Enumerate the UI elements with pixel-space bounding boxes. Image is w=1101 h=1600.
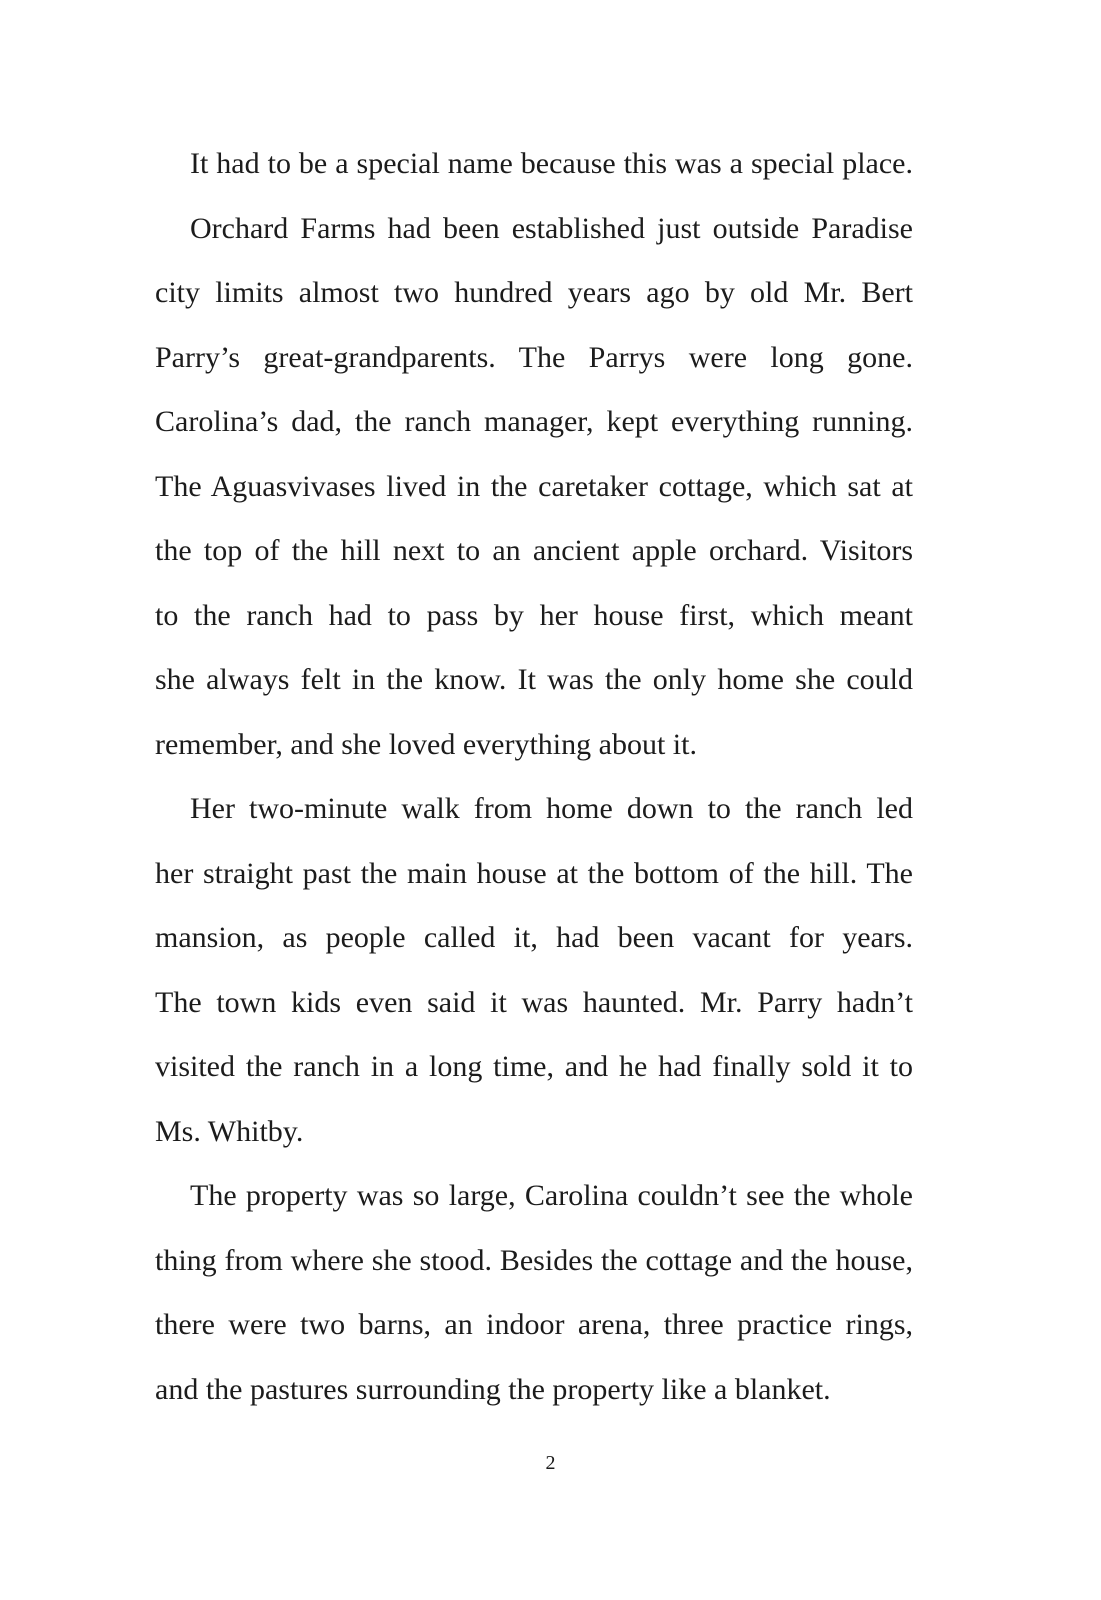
paragraph-line: Ms. Whitby.: [155, 1114, 304, 1148]
paragraph-line: there were two barns, an indoor arena, three practice rings,: [155, 1308, 913, 1341]
paragraph-line: and the pastures surrounding the property like a blanket.: [155, 1372, 831, 1406]
paragraph-line: Parry’s great-grandparents. The Parrys were long gone.: [155, 340, 913, 374]
paragraph-line: Carolina’s dad, the ranch manager, kept everything running.: [155, 405, 913, 438]
paragraph-line: the top of the hill next to an ancient apple orchard. Visitors: [155, 534, 913, 567]
paragraph-line: she always felt in the know. It was the only home she could: [155, 663, 913, 696]
paragraph-line: to the ranch had to pass by her house first, which meant: [155, 598, 913, 632]
paragraph-line: visited the ranch in a long time, and he had finally sold it to: [155, 1050, 913, 1083]
paragraph-line: mansion, as people called it, had been vacant for years.: [155, 921, 913, 954]
paragraph-line: The property was so large, Carolina couldn’t see the whole: [190, 1179, 913, 1212]
paragraph-line: The town kids even said it was haunted. Mr. Parry hadn’t: [155, 985, 913, 1019]
page-number: 2: [545, 1452, 556, 1474]
paragraph-line: Her two-minute walk from home down to the ranch led: [190, 792, 913, 825]
paragraph-line: Orchard Farms had been established just outside Paradise: [190, 211, 913, 245]
body-text: [155, 132, 913, 1422]
paragraph-line: The Aguasvivases lived in the caretaker cottage, which sat at: [155, 469, 913, 503]
paragraph-line: remember, and she loved everything about it.: [155, 727, 697, 761]
paragraph-line: thing from where she stood. Besides the cottage and the house,: [155, 1243, 913, 1277]
paragraph-line: It had to be a special name because this was a special place.: [190, 147, 913, 180]
paragraph-line: city limits almost two hundred years ago by old Mr. Bert: [155, 276, 913, 309]
paragraph-line: her straight past the main house at the bottom of the hill. The: [155, 856, 913, 890]
